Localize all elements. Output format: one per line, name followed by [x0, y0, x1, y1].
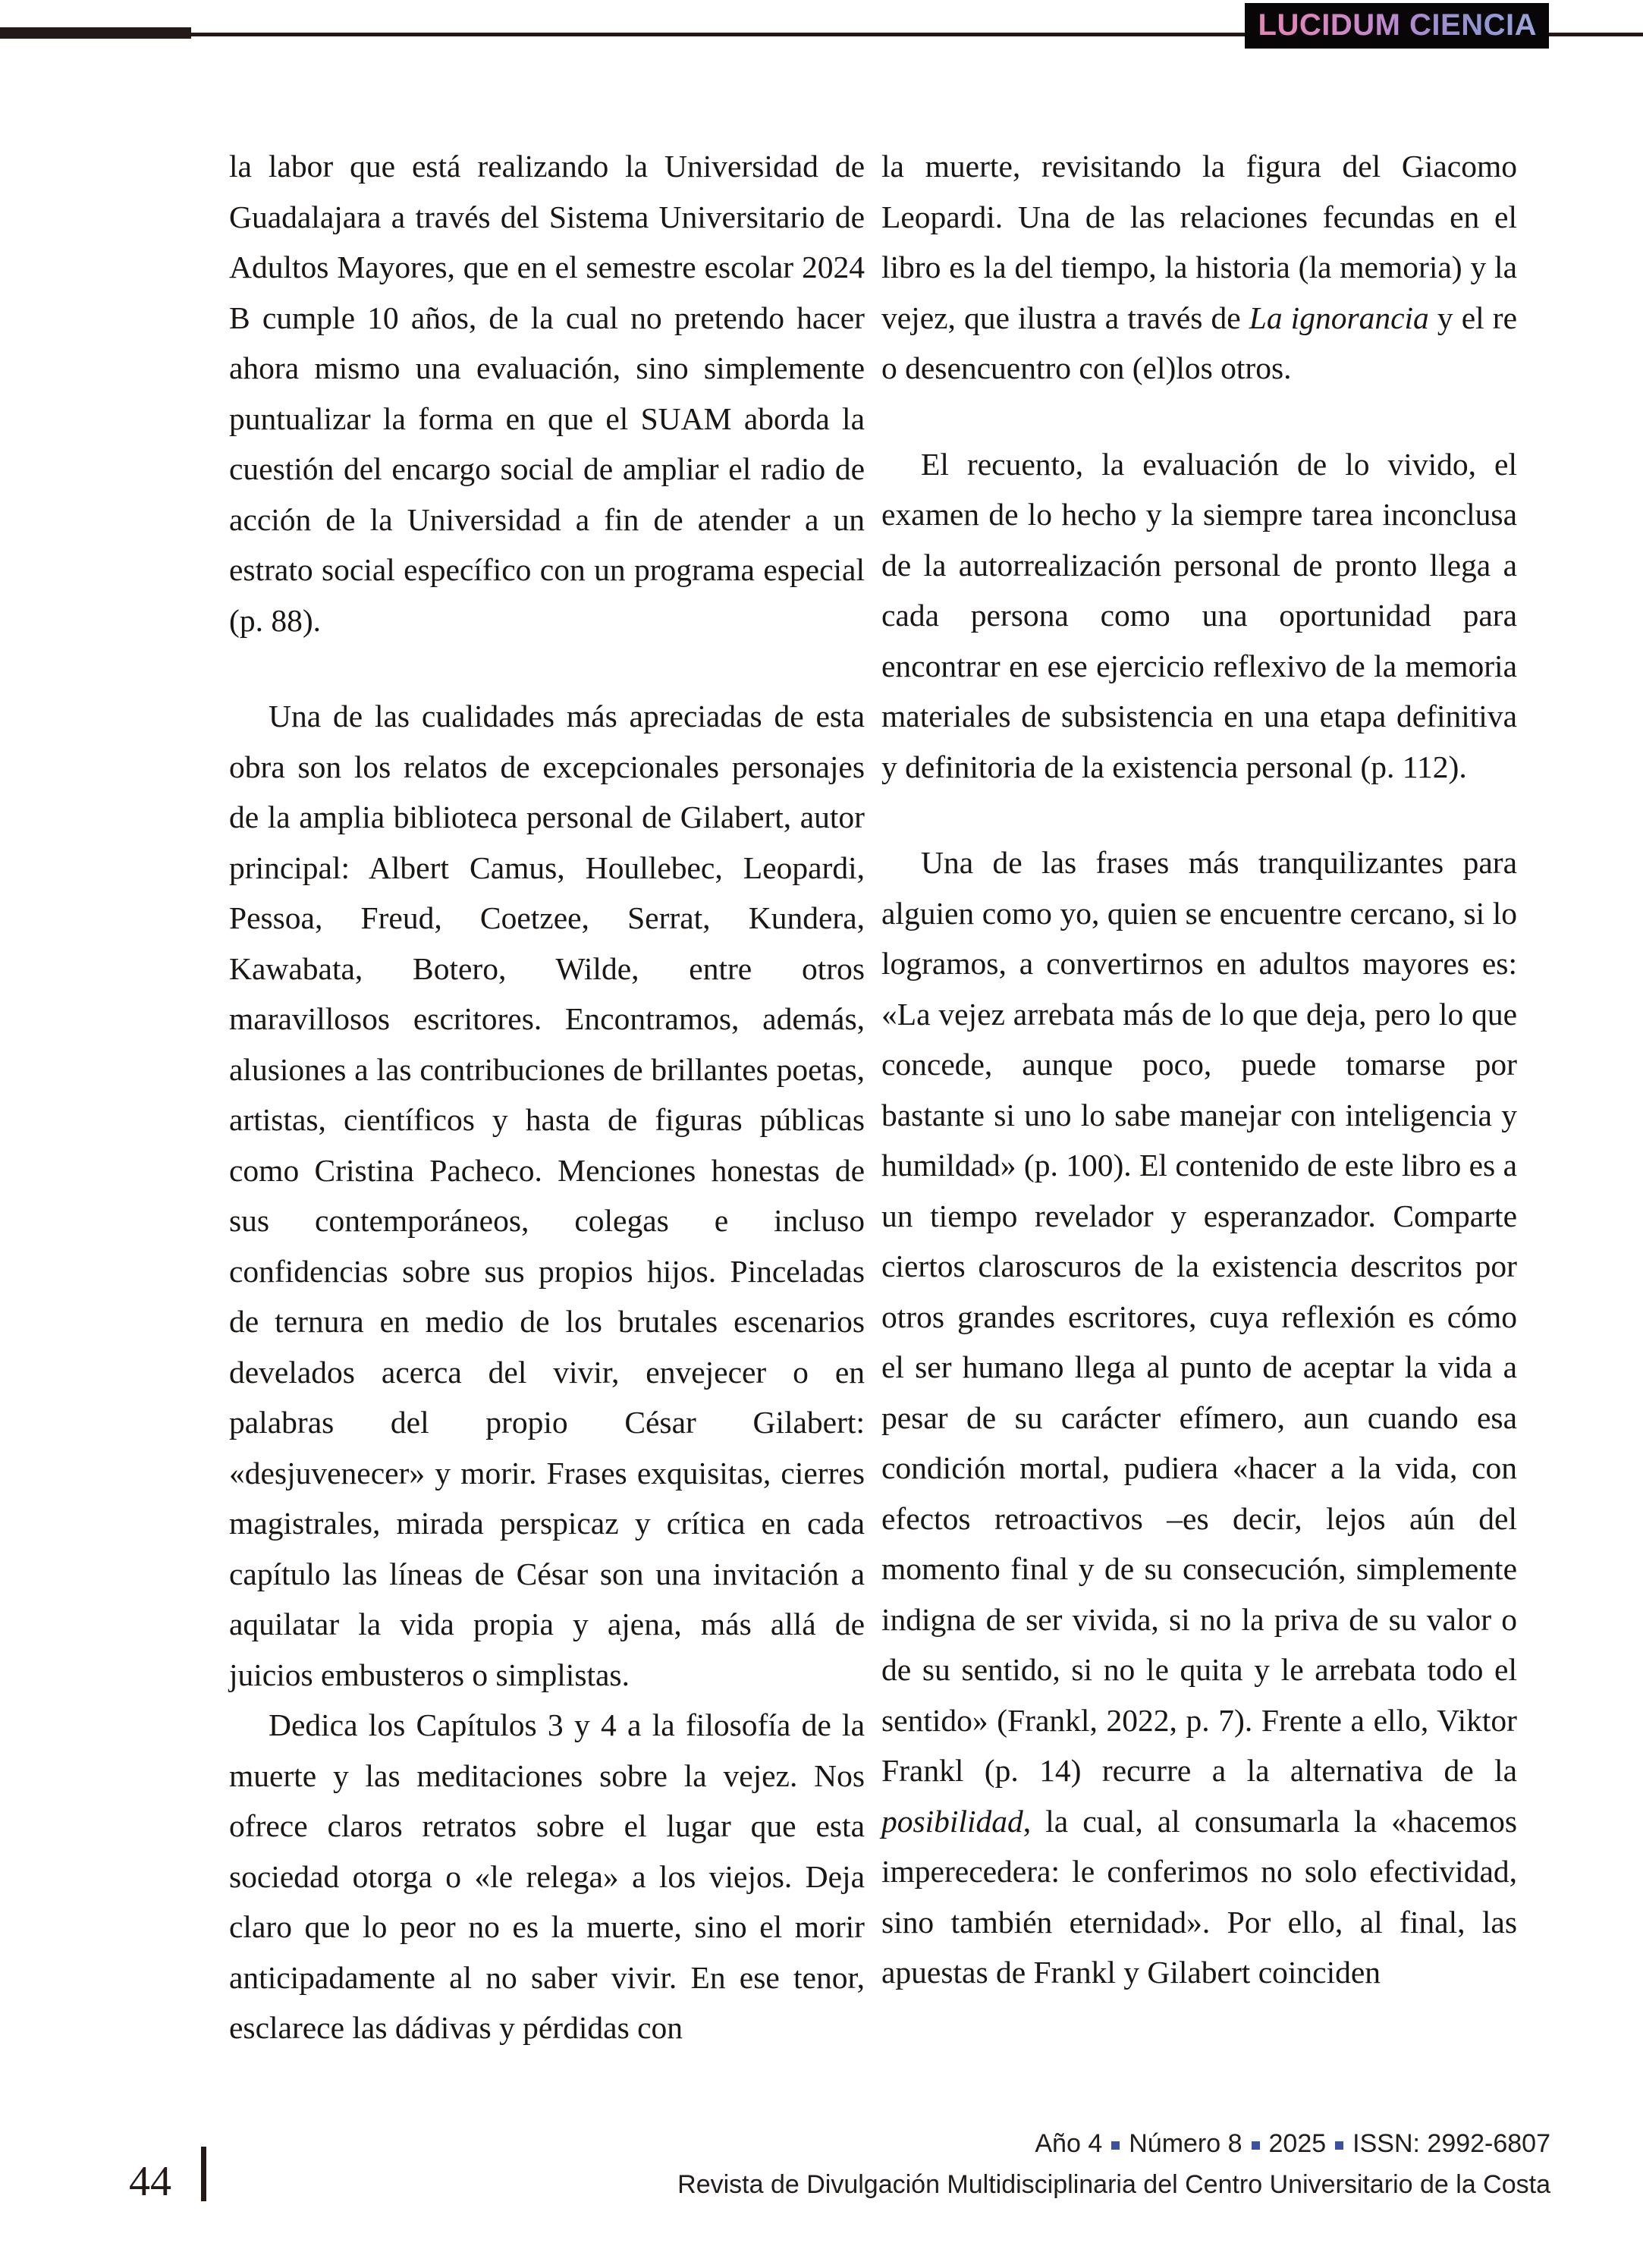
footer-issn: ISSN: 2992-6807 — [1352, 2129, 1550, 2158]
page-number: 44 — [129, 2158, 171, 2205]
text-column-left — [229, 141, 865, 2053]
journal-logo-text: LUCIDUM CIENCIA — [1258, 8, 1537, 42]
paragraph-recuento: El recuento, la evaluación de lo vivido, el examen de lo hecho y la siempre tarea inconclusa de la autorrealización personal de pronto llega a cada persona como una oportunidad para encontrar en ese ejercicio reflexivo de la memoria materiales de subsistencia en una etapa definitiva y definitoria de la existencia personal (p. 112). — [881, 446, 1517, 784]
footer-year: 2025 — [1268, 2129, 1327, 2158]
page-header — [0, 0, 1643, 55]
page-footer — [0, 2109, 1643, 2268]
paragraph-frases — [881, 837, 1517, 1998]
footer-year-label: Año 4 — [1035, 2129, 1103, 2158]
square-bullet-icon — [1111, 2141, 1120, 2150]
book-title-la-ignorancia: La ignorancia — [1249, 300, 1429, 335]
footer-journal-subtitle: Revista de Divulgación Multidisciplinaria del Centro Universitario de la Costa — [677, 2170, 1550, 2199]
square-bullet-icon — [1252, 2141, 1260, 2150]
paragraph-frases-text-after: , la cual, al consumarla la «hacemos imperecedera: le conferimos no solo efectividad, sino también eternidad». Por ello, al final, las apuestas de Frankl y Gilabert coinciden — [881, 1803, 1517, 1990]
header-rule-thick — [0, 27, 191, 39]
text-column-right — [881, 141, 1517, 1998]
paragraph-capitulos: Dedica los Capítulos 3 y 4 a la filosofía de la muerte y las meditaciones sobre la vejez. Nos ofrece claros retratos sobre el lugar que esta sociedad otorga o «le relega» a los viejos. Deja claro que lo peor no es la muerte, sino el morir anticipadamente al no saber vivir. En ese tenor, esclarece las dádivas y pérdidas con — [229, 1707, 865, 2045]
paragraph-leopardi-text-before: la muerte, revisitando la figura del Giacomo Leopardi. Una de las relaciones fecundas en el libro es la del tiempo, la historia (la memoria) y la vejez, que ilustra a través de — [881, 149, 1517, 335]
paragraph-cualidades: Una de las cualidades más apreciadas de esta obra son los relatos de excepcionales personajes de la amplia biblioteca personal de Gilabert, autor principal: Albert Camus, Houllebec, Leopardi, Pessoa, Freud, Coetzee, Serrat, Kundera, Kawabata, Botero, Wilde, entre otros maravillosos escritores. Encontramos, además, alusiones a las contribuciones de brillantes poetas, artistas, científicos y hasta de figuras públicas como Cristina Pacheco. Menciones honestas de sus contemporáneos, colegas e incluso confidencias sobre sus propios hijos. Pinceladas de ternura en medio de los brutales escenarios develados acerca del vivir, envejecer o en palabras del propio César Gilabert: «desjuvenecer» y morir. Frases exquisitas, cierres magistrales, mirada perspicaz y crítica en cada capítulo las líneas de César son una invitación a aquilatar la vida propia y ajena, más allá de juicios embusteros o simplistas. — [229, 699, 865, 1692]
footer-metadata — [677, 2125, 1550, 2203]
footer-issue-line — [677, 2125, 1550, 2162]
journal-logo — [1245, 3, 1549, 49]
emphasis-posibilidad: posibilidad — [881, 1803, 1023, 1839]
paragraph-continuation: la labor que está realizando la Universidad de Guadalajara a través del Sistema Universitario de Adultos Mayores, que en el semestre escolar 2024 B cumple 10 años, de la cual no pretendo hacer ahora mismo una evaluación, sino simplemente puntualizar la forma en que el SUAM aborda la cuestión del encargo social de ampliar el radio de acción de la Universidad a fin de atender a un estrato social específico con un programa especial (p. 88). — [229, 149, 865, 638]
square-bullet-icon — [1335, 2141, 1343, 2150]
footer-number-label: Número 8 — [1129, 2129, 1242, 2158]
footer-vertical-rule — [201, 2147, 206, 2201]
paragraph-leopardi-text-after: y el re o desencuentro con (el)los otros. — [881, 300, 1517, 385]
paragraph-frases-text-before: Una de las frases más tranquilizantes para alguien como yo, quien se encuentre cercano, si lo logramos, a convertirnos en adultos mayores es: «La vejez arrebata más de lo que deja, pero lo que concede, aunque poco, puede tomarse por bastante si uno lo sabe manejar con inteligencia y humildad» (p. 100). El contenido de este libro es a un tiempo revelador y esperanzador. Comparte ciertos claroscuros de la existencia descritos por otros grandes escritores, cuya reflexión es cómo el ser humano llega al punto de aceptar la vida a pesar de su carácter efímero, aun cuando esa condición mortal, pudiera «hacer a la vida, con efectos retroactivos –es decir, lejos aún del momento final y de su consecución, simplemente indigna de ser vivida, si no la priva de su valor o de su sentido, si no le quita y le arrebata todo el sentido» (Frankl, 2022, p. 7). Frente a ello, Viktor Frankl (p. 14) recurre a la alternativa de la — [881, 845, 1517, 1788]
paragraph-leopardi — [881, 141, 1517, 394]
